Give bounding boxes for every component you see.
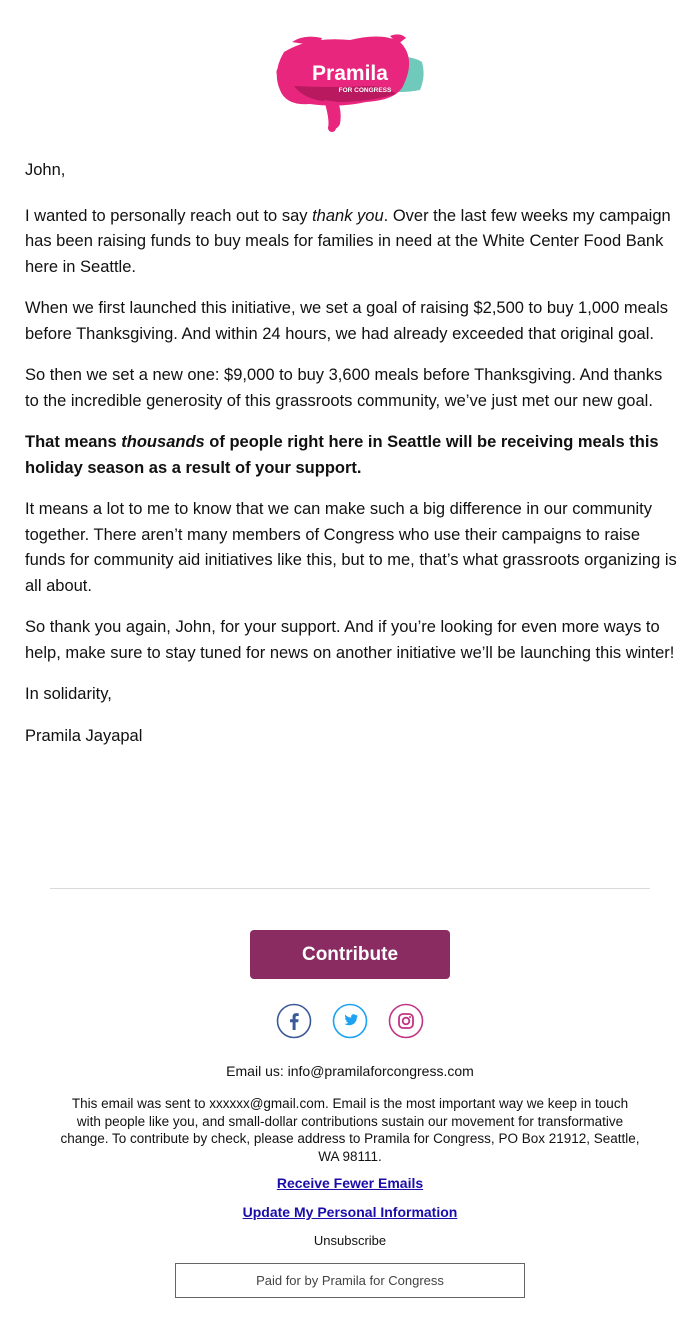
twitter-icon[interactable] <box>332 1003 368 1039</box>
paid-for-disclaimer: Paid for by Pramila for Congress <box>175 1263 525 1298</box>
receive-fewer-emails-link[interactable]: Receive Fewer Emails <box>276 1175 424 1191</box>
greeting: John, <box>25 161 66 179</box>
logo-tagline: FOR CONGRESS <box>338 87 392 94</box>
contribute-button[interactable]: Contribute <box>250 930 450 979</box>
update-personal-info-link[interactable]: Update My Personal Information <box>242 1204 458 1220</box>
instagram-icon[interactable] <box>388 1003 424 1039</box>
paragraph-new-goal: So then we set a new one: $9,000 to buy 3,600 meals before Thanksgiving. And thanks to the incredible generosity of this grassroots community, we’ve just met our new goal. <box>25 366 663 410</box>
campaign-logo <box>270 28 430 138</box>
footer-disclaimer: This email was sent to xxxxxx@gmail.com. Email is the most important way we keep in touch with people like you, and small-dollar contributions sustain our movement for transformative change. To contribute by check, please address to Pramila for Congress, PO Box 21912, Seattle, WA 98111. <box>60 1096 640 1164</box>
logo-name: Pramila <box>312 62 388 85</box>
signature: Pramila Jayapal <box>25 726 143 745</box>
logo-splash <box>270 28 430 138</box>
footer-divider <box>50 888 650 889</box>
thank-you-emphasis: thank you <box>312 206 384 225</box>
paragraph-first-goal: When we first launched this initiative, we set a goal of raising $2,500 to buy 1,000 meals before Thanksgiving. And within 24 hours, we had already exceeded that original goal. <box>25 299 668 343</box>
paragraph-community: It means a lot to me to know that we can make such a big difference in our community together. There aren’t many members of Congress who use their campaigns to raise funds for community aid initiatives like this, but to me, that’s what grassroots organizing is all about. <box>25 500 677 595</box>
email-us-line: Email us: info@pramilaforcongress.com <box>226 1063 474 1079</box>
paragraph-thanks: So thank you again, John, for your support. And if you’re looking for even more ways to help, make sure to stay tuned for news on another initiative we’ll be launching this winter! <box>25 618 675 662</box>
closing: In solidarity, <box>25 685 112 703</box>
letter-body <box>25 158 680 765</box>
thousands-emphasis: thousands <box>121 433 205 451</box>
paragraph-impact: That means thousands of people right here in Seattle will be receiving meals this holiday season as a result of your support. <box>25 433 659 477</box>
paragraph-intro: I wanted to personally reach out to say thank you. Over the last few weeks my campaign has been raising funds to buy meals for families in need at the White Center Food Bank here in Seattle. <box>25 206 671 276</box>
facebook-icon[interactable] <box>276 1003 312 1039</box>
unsubscribe-link[interactable]: Unsubscribe <box>313 1233 387 1248</box>
